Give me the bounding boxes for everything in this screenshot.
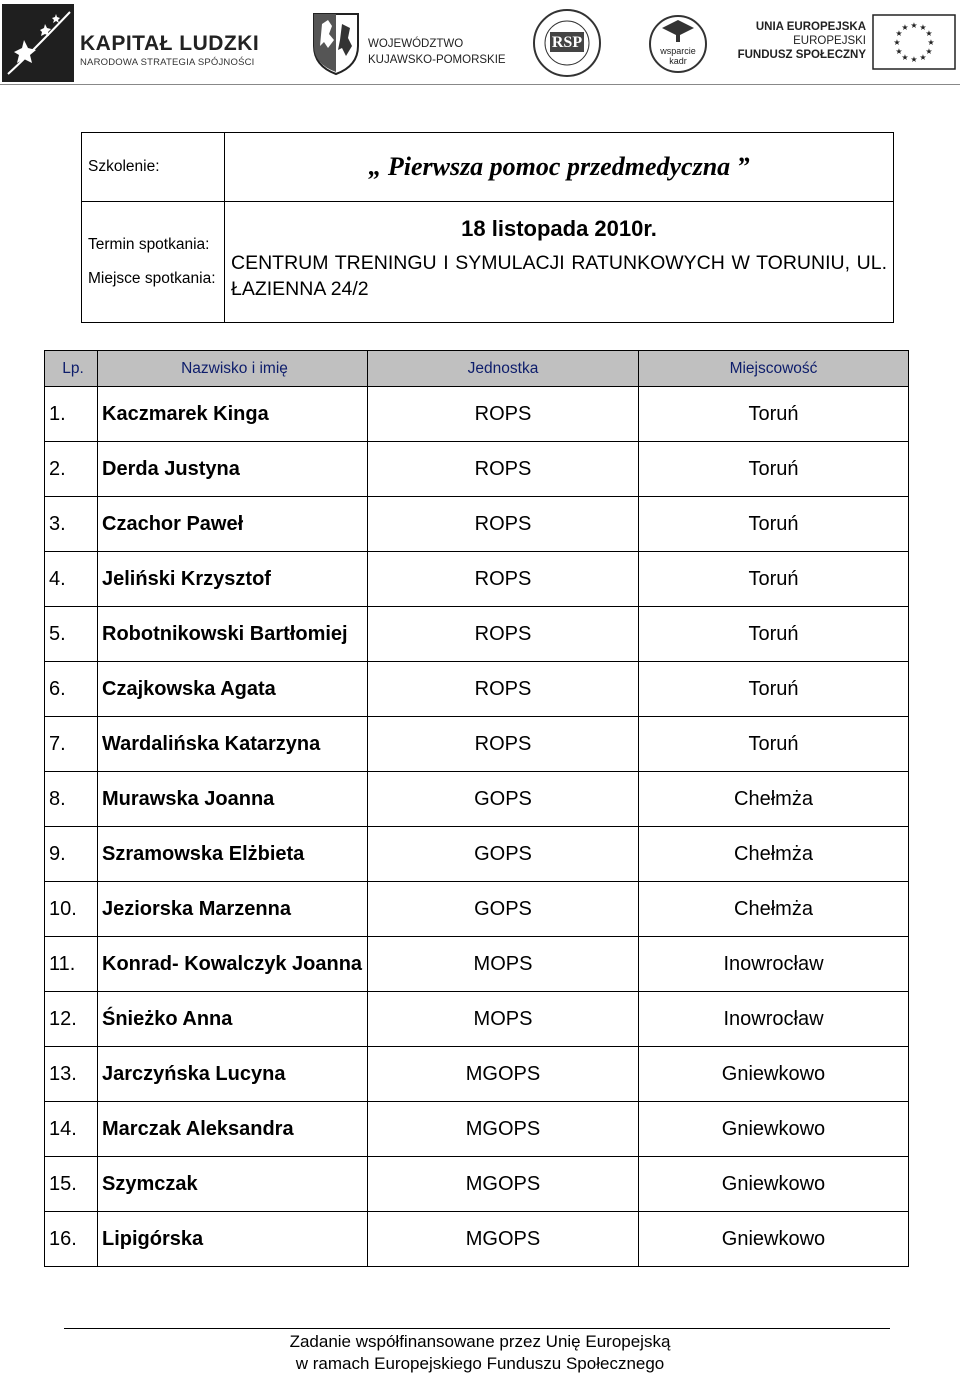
table-row [45,937,909,992]
row-number: 16. [45,1212,98,1267]
kapital-ludzki-title: KAPITAŁ LUDZKI [80,32,260,55]
participant-unit: MGOPS [368,1102,639,1157]
ue-text [700,20,866,62]
column-header-name: Nazwisko i imię [98,351,368,387]
region-line-1: WOJEWÓDZTWO [368,38,464,50]
row-number: 8. [45,772,98,827]
column-header-lp: Lp. [45,351,98,387]
svg-text:★: ★ [895,47,903,56]
participants-table [44,350,909,1267]
participant-name: Marczak Aleksandra [98,1102,368,1157]
participant-unit: MOPS [368,992,639,1047]
participant-unit: MGOPS [368,1047,639,1102]
participant-name: Jeziorska Marzenna [98,882,368,937]
participant-unit: ROPS [368,497,639,552]
table-row [45,772,909,827]
logo-bar [0,0,960,86]
table-row [45,1212,909,1267]
participant-city: Gniewkowo [639,1157,909,1212]
table-row [45,442,909,497]
svg-text:★: ★ [927,38,935,47]
row-number: 10. [45,882,98,937]
row-number: 3. [45,497,98,552]
wsparcie-line-1: wsparcie [660,46,696,56]
participant-name: Robotnikowski Bartłomiej [98,607,368,662]
row-number: 4. [45,552,98,607]
svg-text:★: ★ [895,29,903,38]
meeting-details-cell [225,202,894,323]
miejsce-label: Miejsce spotkania: [88,270,216,287]
participant-city: Toruń [639,607,909,662]
szkolenie-label: Szkolenie: [82,133,225,202]
table-row [45,552,909,607]
participant-unit: ROPS [368,607,639,662]
participants-header-row [45,351,909,387]
row-number: 7. [45,717,98,772]
rops-seal-letters: RSP [551,34,583,51]
table-row [45,1047,909,1102]
participant-city: Chełmża [639,882,909,937]
participant-city: Gniewkowo [639,1212,909,1267]
table-row [45,607,909,662]
row-number: 1. [45,387,98,442]
participant-name: Czajkowska Agata [98,662,368,717]
table-row [45,1157,909,1212]
row-number: 5. [45,607,98,662]
row-number: 11. [45,937,98,992]
participant-name: Szymczak [98,1157,368,1212]
participant-city: Toruń [639,497,909,552]
region-name [368,36,506,68]
participant-name: Jarczyńska Lucyna [98,1047,368,1102]
participant-name: Lipigórska [98,1212,368,1267]
participant-city: Toruń [639,387,909,442]
footer-line-1: Zadanie współfinansowane przez Unię Europejską [289,1332,671,1351]
table-row [45,1102,909,1157]
training-topic: „ Pierwsza pomoc przedmedyczna ” [225,133,894,202]
participant-unit: GOPS [368,827,639,882]
ue-line-1: UNIA EUROPEJSKA [755,21,866,33]
region-line-2: KUJAWSKO-POMORSKIE [368,54,506,66]
participant-city: Gniewkowo [639,1102,909,1157]
participant-city: Toruń [639,717,909,772]
participant-city: Inowrocław [639,937,909,992]
participant-name: Murawska Joanna [98,772,368,827]
svg-text:★: ★ [901,23,909,32]
table-row [45,827,909,882]
participant-name: Śnieżko Anna [98,992,368,1047]
kujawsko-pomorskie-logo [310,10,506,76]
table-row [45,717,909,772]
meeting-place: CENTRUM TRENINGU I SYMULACJI RATUNKOWYCH W TORUNIU, UL. ŁAZIENNA 24/2 [231,252,887,300]
eu-flag-icon [872,14,956,70]
row-number: 12. [45,992,98,1047]
row-number: 14. [45,1102,98,1157]
participant-unit: GOPS [368,772,639,827]
table-row [45,992,909,1047]
svg-text:★: ★ [910,55,918,64]
participant-city: Inowrocław [639,992,909,1047]
participant-unit: ROPS [368,387,639,442]
participant-unit: MGOPS [368,1157,639,1212]
kapital-ludzki-subtitle: NARODOWA STRATEGIA SPÓJNOŚCI [80,57,255,68]
participant-unit: ROPS [368,442,639,497]
participant-city: Chełmża [639,827,909,882]
footer-divider [64,1328,890,1329]
participant-name: Konrad- Kowalczyk Joanna [98,937,368,992]
wsparcie-line-2: kadr [669,56,687,66]
svg-text:★: ★ [925,29,933,38]
row-number: 15. [45,1157,98,1212]
ue-line-2: EUROPEJSKI [793,35,866,47]
table-row [45,662,909,717]
participant-city: Gniewkowo [639,1047,909,1102]
footer-line-2: w ramach Europejskiego Funduszu Społecznego [295,1354,665,1373]
participant-unit: ROPS [368,552,639,607]
svg-text:★: ★ [919,53,927,62]
svg-text:★: ★ [925,47,933,56]
header-divider [0,84,960,85]
meeting-date: 18 listopada 2010r. [461,216,657,241]
row-number: 9. [45,827,98,882]
row-number: 2. [45,442,98,497]
kapital-ludzki-logo [0,4,280,82]
participant-unit: ROPS [368,717,639,772]
participant-unit: GOPS [368,882,639,937]
participant-city: Toruń [639,552,909,607]
training-info-table [81,132,894,323]
participant-name: Szramowska Elżbieta [98,827,368,882]
participant-unit: MOPS [368,937,639,992]
kapital-ludzki-mark-icon [0,4,76,82]
svg-text:★: ★ [919,23,927,32]
participant-city: Toruń [639,442,909,497]
svg-text:★: ★ [893,38,901,47]
participant-name: Wardalińska Katarzyna [98,717,368,772]
ue-line-3: FUNDUSZ SPOŁECZNY [737,49,866,61]
participant-unit: ROPS [368,662,639,717]
participant-city: Toruń [639,662,909,717]
footer-note [0,1331,960,1375]
participant-city: Chełmża [639,772,909,827]
row-number: 6. [45,662,98,717]
table-row [45,882,909,937]
row-number: 13. [45,1047,98,1102]
column-header-unit: Jednostka [368,351,639,387]
participant-name: Czachor Paweł [98,497,368,552]
table-row [45,497,909,552]
wsparcie-kadr-logo [648,10,708,76]
meeting-labels-cell [82,202,225,323]
rops-seal-icon [524,8,610,78]
region-crest-icon [310,10,362,76]
participant-name: Jeliński Krzysztof [98,552,368,607]
termin-label: Termin spotkania: [88,236,210,253]
svg-text:★: ★ [910,21,918,30]
participant-name: Derda Justyna [98,442,368,497]
column-header-city: Miejscowość [639,351,909,387]
participant-unit: MGOPS [368,1212,639,1267]
table-row [45,387,909,442]
participant-name: Kaczmarek Kinga [98,387,368,442]
svg-text:★: ★ [901,53,909,62]
